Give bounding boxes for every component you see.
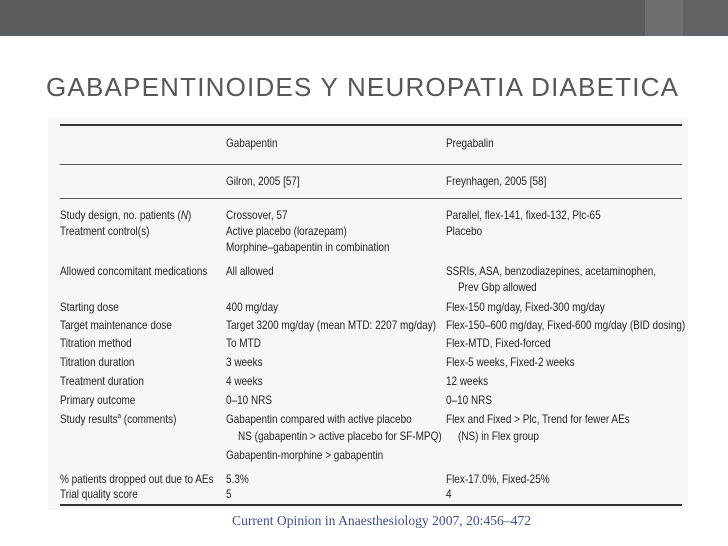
gabapentin-cell: NS (gabapentin > active placebo for SF-MPQ) — [238, 430, 442, 443]
pregabalin-cell: Placebo — [446, 225, 483, 238]
pregabalin-cell: Flex and Fixed > Plc, Trend for fewer AEs — [446, 413, 630, 426]
gabapentin-cell: Active placebo (lorazepam) — [226, 225, 347, 238]
top-bar-rule — [0, 36, 728, 39]
drug-header-gabapentin: Gabapentin — [226, 137, 278, 150]
table-rule — [60, 504, 682, 506]
pregabalin-cell: 12 weeks — [446, 375, 489, 388]
gabapentin-cell: Gabapentin compared with active placebo — [226, 413, 412, 426]
row-label: % patients dropped out due to AEs — [60, 473, 214, 486]
top-bar-segment — [0, 0, 645, 36]
row-label: Study design, no. patients (N) — [60, 209, 192, 222]
row-label: Titration method — [60, 337, 132, 350]
pregabalin-cell: Parallel, flex-141, fixed-132, Plc-65 — [446, 209, 601, 222]
pregabalin-cell: Prev Gbp allowed — [458, 281, 537, 294]
pregabalin-cell: SSRIs, ASA, benzodiazepines, acetaminophen, — [446, 265, 657, 278]
pregabalin-cell: (NS) in Flex group — [458, 430, 539, 443]
row-label: Starting dose — [60, 301, 119, 314]
study-header-freynhagen: Freynhagen, 2005 [58] — [446, 175, 547, 188]
drug-header-pregabalin: Pregabalin — [446, 137, 494, 150]
row-label: Treatment control(s) — [60, 225, 150, 238]
pregabalin-cell: Flex-150–600 mg/day, Fixed-600 mg/day (BID dosing) — [446, 319, 686, 332]
row-label: Treatment duration — [60, 375, 144, 388]
table-rule — [60, 124, 682, 126]
gabapentin-cell: Morphine–gabapentin in combination — [226, 241, 390, 254]
slide-top-bar — [0, 0, 728, 36]
row-label: Target maintenance dose — [60, 319, 172, 332]
gabapentin-cell: Target 3200 mg/day (mean MTD: 2207 mg/day) — [226, 319, 437, 332]
comparison-table — [48, 118, 688, 510]
top-bar-segment — [645, 0, 683, 36]
gabapentin-cell: 5 — [226, 488, 232, 501]
row-label: Primary outcome — [60, 394, 136, 407]
row-label: Trial quality score — [60, 488, 138, 501]
table-rule — [60, 164, 682, 165]
gabapentin-cell: 3 weeks — [226, 356, 263, 369]
gabapentin-cell: 4 weeks — [226, 375, 263, 388]
slide-title: GABAPENTINOIDES Y NEUROPATIA DIABETICA — [46, 72, 680, 102]
pregabalin-cell: 0–10 NRS — [446, 394, 493, 407]
row-label: Titration duration — [60, 356, 135, 369]
gabapentin-cell: 5.3% — [226, 473, 249, 486]
gabapentin-cell: All allowed — [226, 265, 274, 278]
gabapentin-cell: 0–10 NRS — [226, 394, 273, 407]
pregabalin-cell: Flex-17.0%, Fixed-25% — [446, 473, 550, 486]
source-caption: Current Opinion in Anaesthesiology 2007, 20:456–472 — [232, 513, 532, 528]
top-bar-segment — [683, 0, 728, 36]
pregabalin-cell: Flex-150 mg/day, Fixed-300 mg/day — [446, 301, 605, 314]
row-label: Study results$^a$ (comments) — [60, 413, 177, 426]
gabapentin-cell: 400 mg/day — [226, 301, 279, 314]
gabapentin-cell: Crossover, 57 — [226, 209, 288, 222]
pregabalin-cell: Flex-5 weeks, Fixed-2 weeks — [446, 356, 575, 369]
pregabalin-cell: Flex-MTD, Fixed-forced — [446, 337, 551, 350]
pregabalin-cell: 4 — [446, 488, 452, 501]
row-label: Allowed concomitant medications — [60, 265, 208, 278]
gabapentin-cell: To MTD — [226, 337, 261, 350]
gabapentin-cell: Gabapentin-morphine > gabapentin — [226, 449, 384, 462]
study-header-gilron: Gilron, 2005 [57] — [226, 175, 300, 188]
table-rule — [60, 198, 682, 199]
